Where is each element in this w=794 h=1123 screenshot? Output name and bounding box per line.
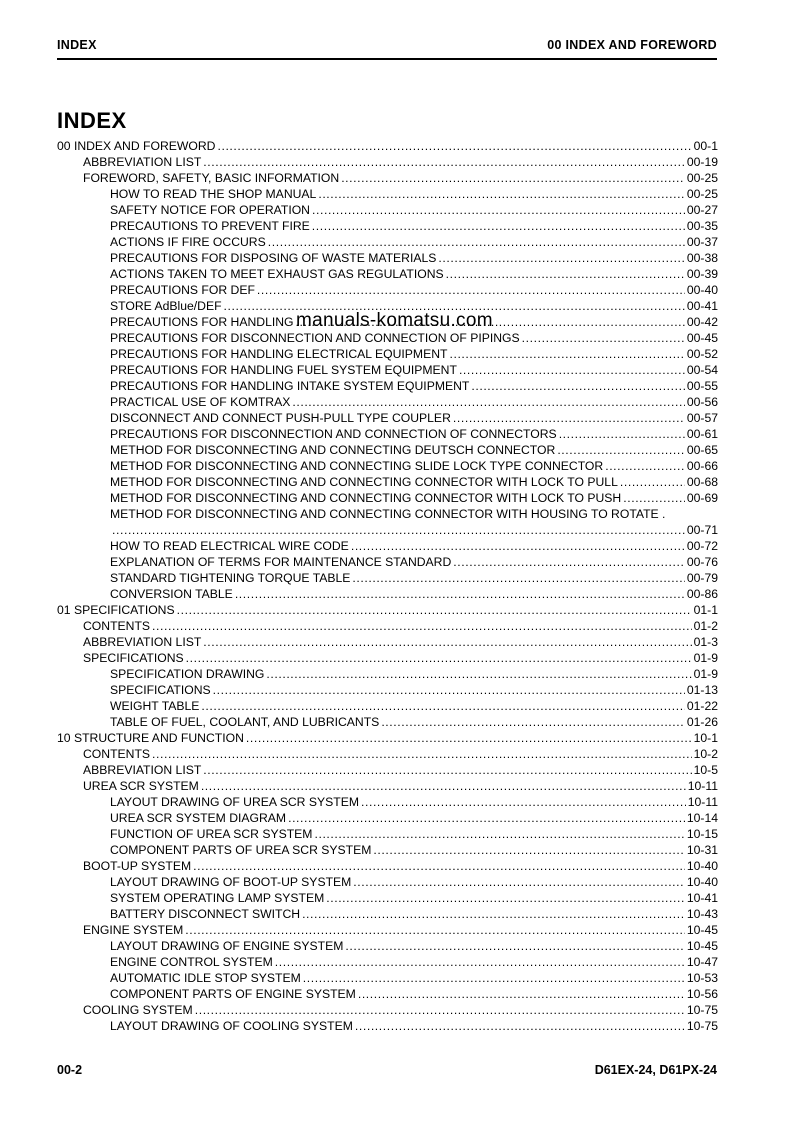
toc-entry-title: COOLING SYSTEM (83, 1003, 193, 1017)
toc-leader-dots (351, 538, 685, 554)
toc-entry[interactable] (57, 698, 718, 714)
toc-entry-title: UREA SCR SYSTEM (83, 779, 199, 793)
toc-entry-page: 10-15 (686, 827, 718, 841)
toc-entry[interactable] (57, 218, 718, 234)
toc-entry-title: METHOD FOR DISCONNECTING AND CONNECTING CONNECTOR WITH LOCK TO PUSH (110, 491, 622, 505)
toc-entry[interactable] (57, 986, 718, 1002)
toc-entry-title: METHOD FOR DISCONNECTING AND CONNECTING CONNECTOR WITH LOCK TO PULL (110, 475, 618, 489)
toc-leader-dots (449, 346, 684, 362)
toc-leader-dots (446, 266, 685, 282)
toc-entry[interactable] (57, 858, 718, 874)
toc-entry[interactable] (57, 570, 718, 586)
toc-entry-page: 01-1 (693, 603, 718, 617)
toc-leader-dots (193, 858, 685, 874)
toc-entry-title: UREA SCR SYSTEM DIAGRAM (110, 811, 287, 825)
toc-entry[interactable] (57, 138, 718, 154)
toc-entry-page: 10-56 (686, 987, 718, 1001)
toc-leader-dots (353, 874, 685, 890)
toc-entry-title: ENGINE CONTROL SYSTEM (110, 955, 273, 969)
toc-entry-title: 01 SPECIFICATIONS (57, 603, 175, 617)
toc-leader-dots (623, 490, 685, 506)
toc-leader-dots (235, 586, 685, 602)
toc-entry-page: 01-26 (686, 715, 718, 729)
toc-entry-title: STORE AdBlue/DEF (110, 299, 222, 313)
toc-entry[interactable] (57, 634, 718, 650)
toc-entry[interactable] (57, 234, 718, 250)
toc-leader-dots (471, 378, 684, 394)
toc-entry-page: 10-75 (686, 1003, 718, 1017)
toc-entry[interactable] (57, 490, 718, 506)
toc-entry-page: 10-2 (693, 747, 718, 761)
toc-entry-page: 10-53 (686, 971, 718, 985)
toc-leader-dots (257, 282, 685, 298)
toc-leader-dots (381, 714, 685, 730)
toc-entry-title: HOW TO READ THE SHOP MANUAL (110, 187, 317, 201)
toc-entry[interactable] (57, 1018, 718, 1034)
toc-entry-title: PRECAUTIONS FOR HANDLING ELECTRICAL EQUIPMENT (110, 347, 448, 361)
toc-leader-dots (112, 522, 685, 538)
toc-entry-title: TABLE OF FUEL, COOLANT, AND LUBRICANTS (110, 715, 380, 729)
toc-leader-dots (201, 698, 684, 714)
toc-leader-dots (195, 1002, 685, 1018)
toc-entry-title: DISCONNECT AND CONNECT PUSH-PULL TYPE COUPLER (110, 411, 451, 425)
toc-leader-dots (203, 762, 691, 778)
page-title: INDEX (57, 108, 127, 133)
toc-entry-title: METHOD FOR DISCONNECTING AND CONNECTING SLIDE LOCK TYPE CONNECTOR (110, 459, 604, 473)
toc-entry[interactable] (57, 938, 718, 954)
toc-leader-dots (246, 730, 692, 746)
toc-entry-title: 00 INDEX AND FOREWORD (57, 139, 216, 153)
toc-entry[interactable] (57, 154, 718, 170)
toc-entry-page: 00-25 (686, 187, 718, 201)
toc-entry-title: ABBREVIATION LIST (83, 763, 202, 777)
toc-entry-page: 10-11 (687, 779, 718, 793)
toc-leader-dots (152, 746, 692, 762)
toc-entry[interactable] (57, 330, 718, 346)
toc-entry-title: LAYOUT DRAWING OF UREA SCR SYSTEM (110, 795, 359, 809)
toc-entry-page: 00-57 (686, 411, 718, 425)
toc-leader-dots (288, 810, 685, 826)
toc-entry-title: ACTIONS IF FIRE OCCURS (110, 235, 266, 249)
toc-entry-title: METHOD FOR DISCONNECTING AND CONNECTING DEUTSCH CONNECTOR (110, 443, 556, 457)
page-number: 00-2 (57, 1063, 83, 1077)
toc-entry-title: METHOD FOR DISCONNECTING AND CONNECTING CONNECTOR WITH HOUSING TO ROTATE . (110, 507, 666, 521)
toc-entry-title: PRACTICAL USE OF KOMTRAX (110, 395, 291, 409)
toc-entry-title: PRECAUTIONS FOR HANDLING INTAKE SYSTEM EQUIPMENT (110, 379, 470, 393)
toc-entry-page: 10-75 (686, 1019, 718, 1033)
toc-entry[interactable] (57, 378, 718, 394)
toc-entry-page: 00-72 (686, 539, 718, 553)
toc-entry-page: 00-39 (686, 267, 718, 281)
toc-leader-dots (292, 394, 684, 410)
toc-entry-page: 00-38 (686, 251, 718, 265)
toc-entry-page: 00-79 (686, 571, 718, 585)
toc-leader-dots (314, 826, 684, 842)
toc-entry-page: 00-65 (686, 443, 718, 457)
toc-entry-page: 00-27 (686, 203, 718, 217)
model-name: D61EX-24, D61PX-24 (594, 1063, 717, 1077)
toc-entry-page: 00-69 (686, 491, 718, 505)
toc-leader-dots (152, 618, 692, 634)
toc-entry-page: 00-54 (686, 363, 718, 377)
toc-entry-page: 10-40 (686, 875, 718, 889)
toc-entry-page: 01-2 (693, 619, 718, 633)
toc-entry[interactable] (57, 586, 718, 602)
toc-leader-dots (559, 426, 685, 442)
toc-entry-page: 00-52 (686, 347, 718, 361)
toc-entry-page: 00-71 (686, 523, 718, 537)
toc-entry-title: BOOT-UP SYSTEM (83, 859, 192, 873)
toc-entry-page: 00-45 (686, 331, 718, 345)
toc-leader-dots (341, 170, 685, 186)
toc-leader-dots (459, 362, 685, 378)
toc-entry[interactable] (57, 522, 718, 538)
toc-entry-title: LAYOUT DRAWING OF ENGINE SYSTEM (110, 939, 344, 953)
toc-entry[interactable] (57, 650, 718, 666)
toc-entry[interactable] (57, 666, 718, 682)
toc-entry-title: COMPONENT PARTS OF UREA SCR SYSTEM (110, 843, 372, 857)
toc-entry-title: ENGINE SYSTEM (83, 923, 184, 937)
header-right: 00 INDEX AND FOREWORD (547, 38, 717, 52)
toc-entry-title: SPECIFICATIONS (83, 651, 184, 665)
toc-entry[interactable] (57, 362, 718, 378)
toc-entry[interactable] (57, 394, 718, 410)
toc-entry-title: PRECAUTIONS FOR DEF (110, 283, 255, 297)
toc-leader-dots (177, 602, 692, 618)
watermark: manuals-komatsu.com (296, 310, 493, 331)
toc-entry-page: 10-40 (686, 859, 718, 873)
toc-leader-dots (620, 474, 685, 490)
table-of-contents (57, 138, 718, 1034)
toc-leader-dots (352, 570, 684, 586)
toc-entry-title: CONTENTS (83, 619, 151, 633)
toc-leader-dots (266, 666, 691, 682)
toc-entry-title: CONTENTS (83, 747, 151, 761)
toc-entry[interactable] (57, 826, 718, 842)
toc-entry-title: COMPONENT PARTS OF ENGINE SYSTEM (110, 987, 356, 1001)
toc-leader-dots (692, 506, 716, 522)
toc-entry[interactable] (57, 762, 718, 778)
toc-entry-page: 10-31 (686, 843, 718, 857)
toc-entry-title: SYSTEM OPERATING LAMP SYSTEM (110, 891, 325, 905)
toc-leader-dots (213, 682, 685, 698)
toc-entry-page: 00-68 (686, 475, 718, 489)
toc-entry[interactable] (57, 346, 718, 362)
toc-entry-page: 00-42 (686, 315, 718, 329)
toc-entry[interactable] (57, 458, 718, 474)
toc-entry[interactable] (57, 170, 718, 186)
toc-entry[interactable] (57, 746, 718, 762)
toc-leader-dots (201, 778, 686, 794)
toc-entry[interactable] (57, 266, 718, 282)
toc-entry-title: EXPLANATION OF TERMS FOR MAINTENANCE STANDARD (110, 555, 452, 569)
toc-entry-title: LAYOUT DRAWING OF BOOT-UP SYSTEM (110, 875, 352, 889)
toc-entry-title: ACTIONS TAKEN TO MEET EXHAUST GAS REGULATIONS (110, 267, 444, 281)
toc-entry-page: 00-25 (686, 171, 718, 185)
toc-entry-title: FOREWORD, SAFETY, BASIC INFORMATION (83, 171, 340, 185)
toc-entry[interactable] (57, 538, 718, 554)
toc-entry-title: BATTERY DISCONNECT SWITCH (110, 907, 301, 921)
toc-entry[interactable] (57, 602, 718, 618)
toc-entry-title: PRECAUTIONS FOR HANDLING FUEL SYSTEM EQUIPMENT (110, 363, 457, 377)
toc-leader-dots (453, 410, 685, 426)
toc-leader-dots (302, 906, 685, 922)
toc-entry-page: 00-66 (686, 459, 718, 473)
toc-leader-dots (318, 186, 685, 202)
toc-leader-dots (312, 202, 685, 218)
toc-leader-dots (345, 938, 684, 954)
toc-entry[interactable] (57, 922, 718, 938)
toc-entry-page: 10-1 (693, 731, 718, 745)
toc-entry-page: 10-41 (686, 891, 718, 905)
toc-entry-page: 10-43 (686, 907, 718, 921)
toc-entry[interactable] (57, 890, 718, 906)
toc-entry-page: 00-55 (686, 379, 718, 393)
toc-entry-page: 10-45 (686, 923, 718, 937)
toc-entry-page: 00-37 (686, 235, 718, 249)
toc-entry-page: 00-40 (686, 283, 718, 297)
toc-entry-title: PRECAUTIONS TO PREVENT FIRE (110, 219, 310, 233)
toc-entry-page: 00-1 (693, 139, 718, 153)
toc-entry-title: ABBREVIATION LIST (83, 155, 202, 169)
toc-entry-title: LAYOUT DRAWING OF COOLING SYSTEM (110, 1019, 353, 1033)
toc-entry[interactable] (57, 442, 718, 458)
toc-entry-page: 01-9 (693, 667, 718, 681)
toc-entry[interactable] (57, 618, 718, 634)
toc-entry-title: SAFETY NOTICE FOR OPERATION (110, 203, 310, 217)
toc-leader-dots (275, 954, 685, 970)
toc-leader-dots (373, 842, 684, 858)
toc-entry[interactable] (57, 730, 718, 746)
toc-entry[interactable] (57, 810, 718, 826)
toc-entry[interactable] (57, 202, 718, 218)
toc-leader-dots (203, 634, 691, 650)
toc-entry-page: 00-86 (686, 587, 718, 601)
toc-leader-dots (185, 922, 685, 938)
toc-entry[interactable] (57, 186, 718, 202)
toc-entry-title: SPECIFICATION DRAWING (110, 667, 265, 681)
toc-entry-title: PRECAUTIONS FOR DISCONNECTION AND CONNECTION OF CONNECTORS (110, 427, 557, 441)
toc-entry[interactable] (57, 970, 718, 986)
toc-entry-title: WEIGHT TABLE (110, 699, 200, 713)
toc-entry-page: 01-13 (686, 683, 718, 697)
toc-leader-dots (217, 138, 691, 154)
toc-entry-title: ABBREVIATION LIST (83, 635, 202, 649)
toc-entry-page: 01-3 (693, 635, 718, 649)
toc-entry-page: 00-61 (686, 427, 718, 441)
toc-leader-dots (303, 970, 685, 986)
toc-entry-title: SPECIFICATIONS (110, 683, 211, 697)
toc-leader-dots (438, 250, 684, 266)
toc-entry[interactable] (57, 874, 718, 890)
toc-entry[interactable] (57, 1002, 718, 1018)
toc-entry[interactable] (57, 778, 718, 794)
toc-entry[interactable] (57, 906, 718, 922)
toc-entry[interactable] (57, 282, 718, 298)
toc-leader-dots (557, 442, 685, 458)
toc-entry-page: 00-19 (686, 155, 718, 169)
toc-entry-page: 01-9 (693, 651, 718, 665)
toc-leader-dots (358, 986, 685, 1002)
toc-entry-page: 10-11 (687, 795, 718, 809)
toc-entry-title: HOW TO READ ELECTRICAL WIRE CODE (110, 539, 349, 553)
toc-entry-title: FUNCTION OF UREA SCR SYSTEM (110, 827, 313, 841)
toc-entry-title: STANDARD TIGHTENING TORQUE TABLE (110, 571, 351, 585)
toc-entry[interactable] (57, 714, 718, 730)
toc-leader-dots (361, 794, 686, 810)
toc-entry-title: PRECAUTIONS FOR HANDLING (110, 315, 294, 329)
toc-leader-dots (605, 458, 685, 474)
toc-entry-title: 10 STRUCTURE AND FUNCTION (57, 731, 244, 745)
toc-entry-title: AUTOMATIC IDLE STOP SYSTEM (110, 971, 301, 985)
toc-entry-page: 00-76 (686, 555, 718, 569)
toc-leader-dots (355, 1018, 685, 1034)
toc-entry-page: 10-5 (693, 763, 718, 777)
toc-entry-title: CONVERSION TABLE (110, 587, 233, 601)
toc-leader-dots (268, 234, 685, 250)
toc-leader-dots (522, 330, 685, 346)
toc-entry[interactable] (57, 474, 718, 490)
toc-entry-title: PRECAUTIONS FOR DISCONNECTION AND CONNECTION OF PIPINGS (110, 331, 520, 345)
page-header (57, 38, 717, 60)
toc-entry-page: 01-22 (686, 699, 718, 713)
toc-leader-dots (186, 650, 692, 666)
toc-entry-page: 00-35 (686, 219, 718, 233)
toc-leader-dots (326, 890, 685, 906)
toc-entry-title: PRECAUTIONS FOR DISPOSING OF WASTE MATERIALS (110, 251, 437, 265)
toc-entry-page: 00-41 (686, 299, 718, 313)
header-left: INDEX (57, 38, 97, 52)
toc-leader-dots (453, 554, 685, 570)
toc-entry-page: 10-47 (686, 955, 718, 969)
toc-entry[interactable] (57, 842, 718, 858)
toc-entry[interactable] (57, 410, 718, 426)
toc-entry-page: 10-45 (686, 939, 718, 953)
toc-entry[interactable] (57, 506, 718, 522)
toc-entry[interactable] (57, 554, 718, 570)
toc-entry[interactable] (57, 250, 718, 266)
toc-leader-dots (312, 218, 685, 234)
toc-entry-page: 10-14 (686, 811, 718, 825)
toc-leader-dots (203, 154, 685, 170)
toc-entry[interactable] (57, 426, 718, 442)
toc-entry-page: 00-56 (686, 395, 718, 409)
toc-entry[interactable] (57, 794, 718, 810)
toc-entry[interactable] (57, 682, 718, 698)
toc-entry[interactable] (57, 954, 718, 970)
